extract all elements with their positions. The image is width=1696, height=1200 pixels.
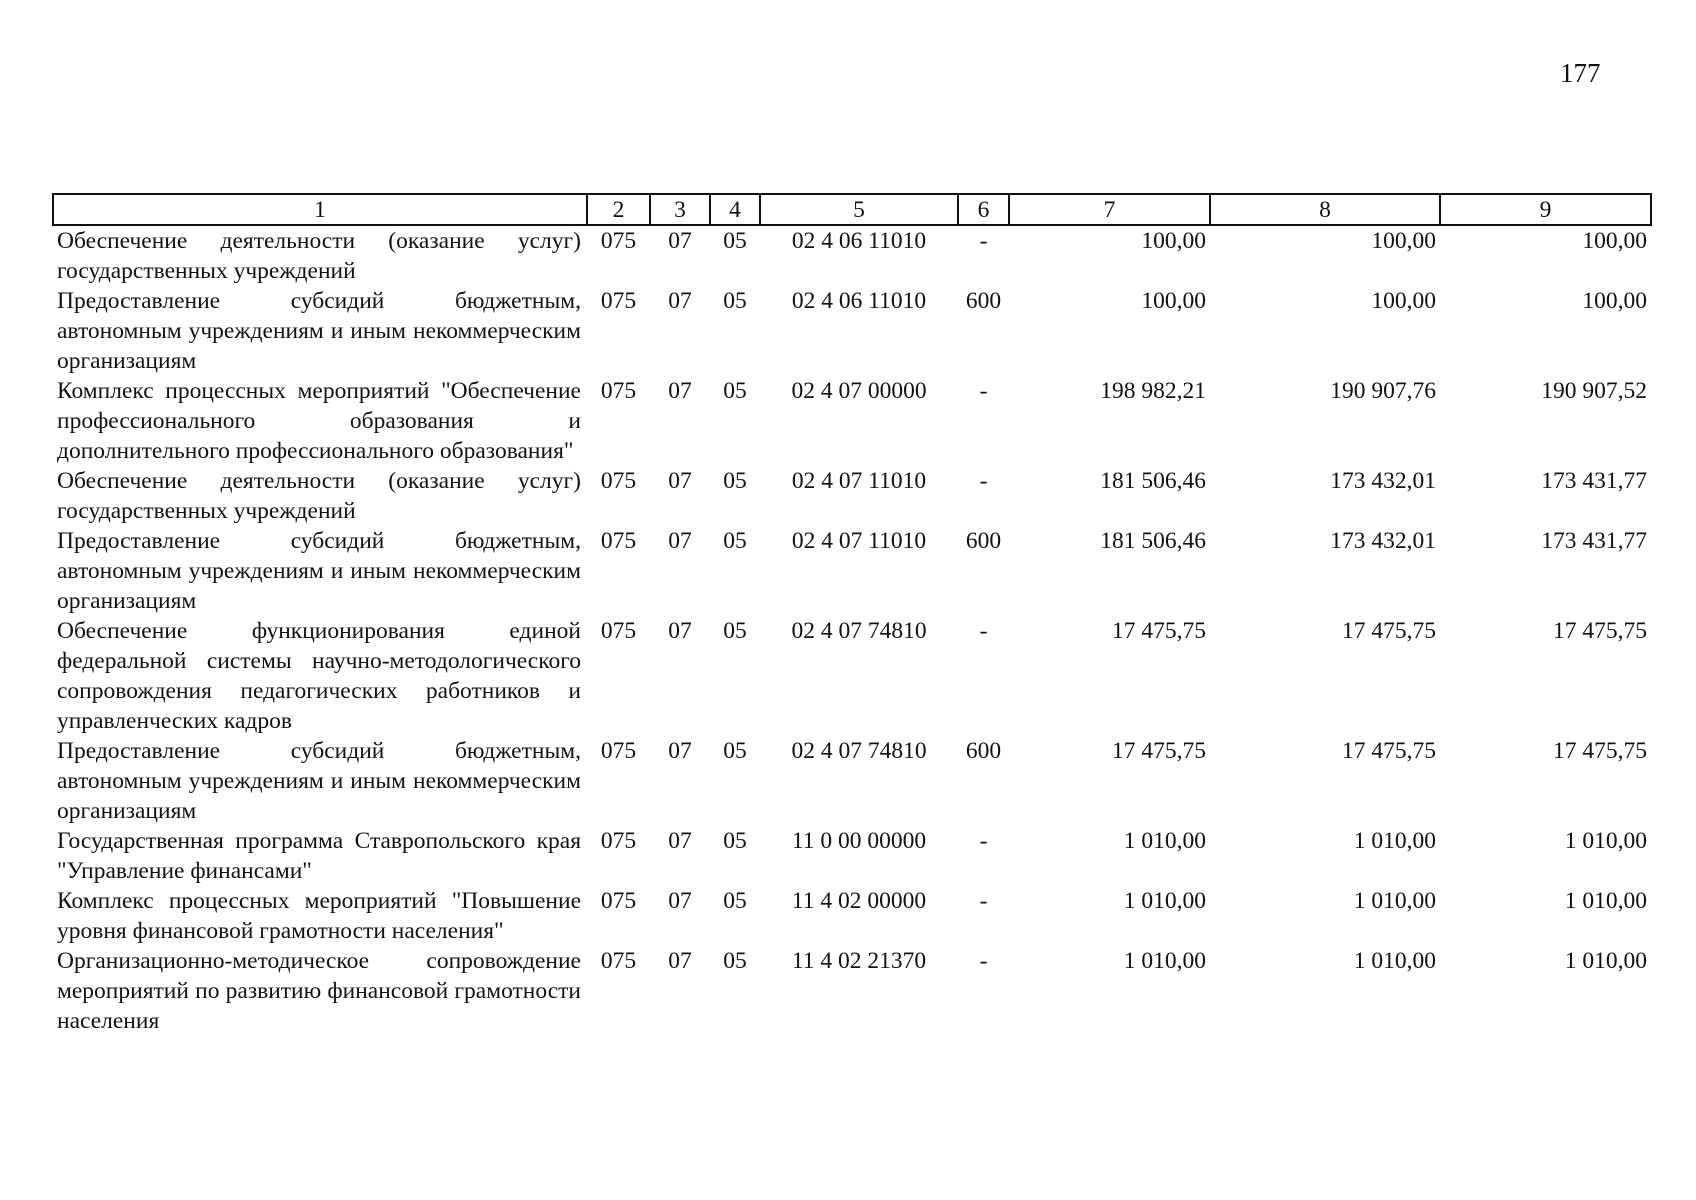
section-code: 07	[668, 948, 692, 974]
column-header: 9	[1440, 194, 1651, 225]
table-row	[53, 616, 1651, 736]
section-code: 07	[668, 738, 692, 764]
column-header: 7	[1009, 194, 1210, 225]
subsection-code: 05	[723, 228, 747, 254]
amount-col9: 173 431,77	[1541, 468, 1647, 494]
ministry-code: 075	[600, 468, 637, 494]
ministry-code: 075	[600, 618, 637, 644]
target-article-code: 02 4 07 11010	[791, 528, 927, 554]
table-row	[53, 826, 1651, 886]
row-name: Предоставление субсидий бюджетным, автономным учреждениям и иным некоммерческим организациям	[57, 738, 581, 824]
ministry-code: 075	[600, 228, 637, 254]
row-name: Государственная программа Ставропольского края "Управление финансами"	[57, 828, 581, 884]
target-article-code: 02 4 07 11010	[791, 468, 927, 494]
table-row	[53, 886, 1651, 946]
amount-col9: 1 010,00	[1564, 828, 1647, 854]
table-row	[53, 286, 1651, 376]
ministry-code: 075	[600, 948, 637, 974]
subsection-code: 05	[723, 528, 747, 554]
amount-col7: 181 506,46	[1100, 468, 1206, 494]
amount-col7: 100,00	[1141, 288, 1206, 314]
amount-col7: 100,00	[1141, 228, 1206, 254]
page-number: 177	[1560, 58, 1601, 88]
expense-type-code: -	[979, 948, 988, 974]
amount-col7: 1 010,00	[1123, 828, 1206, 854]
subsection-code: 05	[723, 828, 747, 854]
column-header: 3	[650, 194, 710, 225]
ministry-code: 075	[600, 378, 637, 404]
budget-table	[52, 193, 1652, 1036]
amount-col9: 173 431,77	[1541, 528, 1647, 554]
column-header: 2	[587, 194, 650, 225]
row-name: Предоставление субсидий бюджетным, автономным учреждениям и иным некоммерческим организациям	[57, 528, 581, 614]
ministry-code: 075	[600, 288, 637, 314]
column-header: 1	[53, 194, 587, 225]
amount-col9: 100,00	[1582, 288, 1647, 314]
expense-type-code: -	[979, 618, 988, 644]
target-article-code: 02 4 07 74810	[791, 738, 927, 764]
row-name: Предоставление субсидий бюджетным, автономным учреждениям и иным некоммерческим организациям	[57, 288, 581, 374]
amount-col8: 173 432,01	[1330, 528, 1436, 554]
amount-col9: 1 010,00	[1564, 888, 1647, 914]
expense-type-code: 600	[965, 528, 1002, 554]
ministry-code: 075	[600, 888, 637, 914]
amount-col8: 173 432,01	[1330, 468, 1436, 494]
amount-col8: 17 475,75	[1342, 618, 1436, 644]
subsection-code: 05	[723, 468, 747, 494]
amount-col7: 181 506,46	[1100, 528, 1206, 554]
expense-type-code: -	[979, 228, 988, 254]
column-header: 5	[760, 194, 958, 225]
subsection-code: 05	[723, 618, 747, 644]
amount-col9: 17 475,75	[1553, 738, 1647, 764]
amount-col8: 100,00	[1371, 228, 1436, 254]
expense-type-code: -	[979, 828, 988, 854]
section-code: 07	[668, 828, 692, 854]
amount-col7: 17 475,75	[1112, 738, 1206, 764]
ministry-code: 075	[600, 528, 637, 554]
subsection-code: 05	[723, 888, 747, 914]
expense-type-code: -	[979, 468, 988, 494]
amount-col8: 1 010,00	[1353, 948, 1436, 974]
amount-col9: 1 010,00	[1564, 948, 1647, 974]
amount-col7: 17 475,75	[1112, 618, 1206, 644]
row-name: Обеспечение функционирования единой федеральной системы научно-методологического сопровождения педагогических работников и управленческих кадров	[57, 618, 581, 734]
expense-type-code: 600	[965, 288, 1002, 314]
table-row	[53, 225, 1651, 286]
amount-col8: 100,00	[1371, 288, 1436, 314]
subsection-code: 05	[723, 738, 747, 764]
expense-type-code: -	[979, 378, 988, 404]
amount-col9: 190 907,52	[1541, 378, 1647, 404]
target-article-code: 11 4 02 00000	[791, 888, 927, 914]
amount-col8: 1 010,00	[1353, 888, 1436, 914]
table-header-row	[53, 194, 1651, 225]
ministry-code: 075	[600, 738, 637, 764]
amount-col7: 1 010,00	[1123, 948, 1206, 974]
amount-col8: 190 907,76	[1330, 378, 1436, 404]
amount-col7: 1 010,00	[1123, 888, 1206, 914]
row-name: Комплекс процессных мероприятий "Обеспечение профессионального образования и дополнительного профессионального образования"	[57, 378, 581, 464]
amount-col8: 17 475,75	[1342, 738, 1436, 764]
section-code: 07	[668, 618, 692, 644]
subsection-code: 05	[723, 378, 747, 404]
section-code: 07	[668, 378, 692, 404]
expense-type-code: -	[979, 888, 988, 914]
table-row	[53, 466, 1651, 526]
column-header: 4	[710, 194, 760, 225]
table-row	[53, 946, 1651, 1036]
amount-col9: 17 475,75	[1553, 618, 1647, 644]
amount-col8: 1 010,00	[1353, 828, 1436, 854]
section-code: 07	[668, 528, 692, 554]
table-row	[53, 736, 1651, 826]
amount-col7: 198 982,21	[1100, 378, 1206, 404]
column-header: 6	[958, 194, 1009, 225]
target-article-code: 11 4 02 21370	[791, 948, 927, 974]
row-name: Комплекс процессных мероприятий "Повышение уровня финансовой грамотности населения"	[57, 888, 581, 944]
row-name: Организационно-методическое сопровождение мероприятий по развитию финансовой грамотности населения	[57, 948, 581, 1034]
section-code: 07	[668, 228, 692, 254]
target-article-code: 02 4 07 74810	[791, 618, 927, 644]
section-code: 07	[668, 888, 692, 914]
section-code: 07	[668, 288, 692, 314]
section-code: 07	[668, 468, 692, 494]
ministry-code: 075	[600, 828, 637, 854]
subsection-code: 05	[723, 288, 747, 314]
row-name: Обеспечение деятельности (оказание услуг) государственных учреждений	[57, 468, 581, 524]
amount-col9: 100,00	[1582, 228, 1647, 254]
target-article-code: 02 4 06 11010	[791, 228, 927, 254]
target-article-code: 02 4 06 11010	[791, 288, 927, 314]
target-article-code: 11 0 00 00000	[791, 828, 927, 854]
expense-type-code: 600	[965, 738, 1002, 764]
table-row	[53, 376, 1651, 466]
row-name: Обеспечение деятельности (оказание услуг) государственных учреждений	[57, 228, 581, 284]
subsection-code: 05	[723, 948, 747, 974]
table-row	[53, 526, 1651, 616]
column-header: 8	[1210, 194, 1440, 225]
target-article-code: 02 4 07 00000	[791, 378, 927, 404]
